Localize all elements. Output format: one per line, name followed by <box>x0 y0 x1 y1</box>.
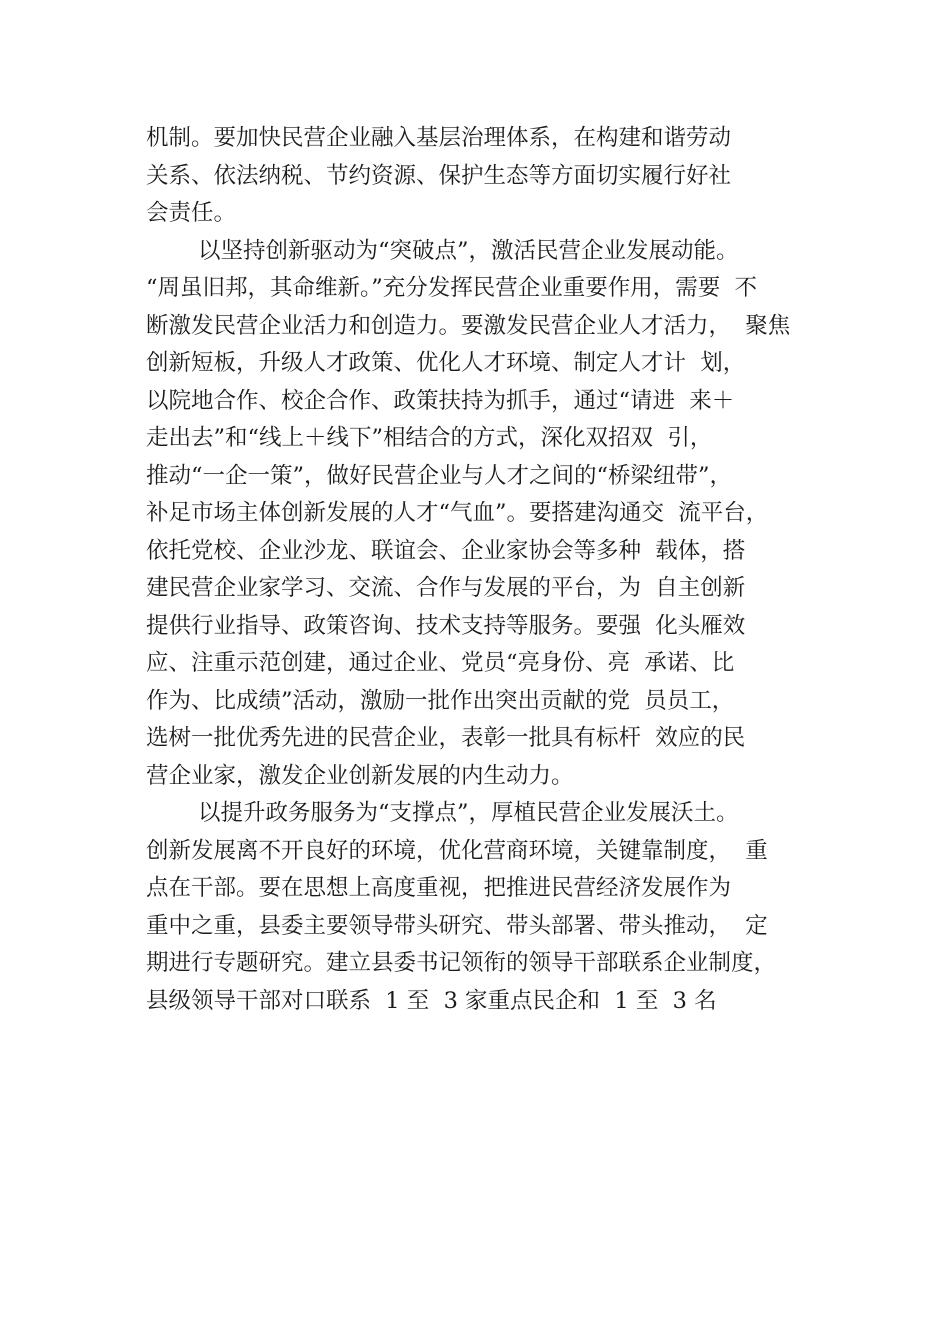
text-line: 点在干部。要在思想上高度重视，把推进民营经济发展作为 <box>146 875 732 901</box>
text-line: 提供行业指导、政策咨询、技术支持等服务。要强 化头雁效 <box>146 612 746 639</box>
text-line: 创新短板，升级人才政策、优化人才环境、制定人才计 划， <box>146 350 746 376</box>
section-heading-government-service: 以提升政务服务为“支撑点”，厚植民营企业发展沃土。 <box>198 800 739 826</box>
text-line: 应、注重示范创建，通过企业、党员“亮身份、亮 承诺、比 <box>146 650 735 676</box>
text-line: 以院地合作、校企合作、政策扶持为抓手，通过“请进 来＋ <box>146 387 735 414</box>
text-line: 补足市场主体创新发展的人才“气血”。要搭建沟通交 流平台， <box>146 500 769 526</box>
text-line: 会责任。 <box>146 200 237 226</box>
text-line: 重中之重，县委主要领导带头研究、带头部署、带头推动， 定 <box>146 912 768 939</box>
text-line: “周虽旧邦，其命维新。”充分发挥民营企业重要作用，需要 不 <box>146 275 758 301</box>
text-line: 期进行专题研究。建立县委书记领衔的领导干部联系企业制度， <box>146 950 777 976</box>
text-line: 机制。要加快民营企业融入基层治理体系，在构建和谐劳动 <box>146 125 732 151</box>
text-line: 创新发展离不开良好的环境，优化营商环境，关键靠制度， 重 <box>146 837 768 864</box>
text-line: 县级领导干部对口联系 1 至 3 家重点民企和 1 至 3 名 <box>146 987 717 1014</box>
body-text <box>146 120 846 1020</box>
text-line: 断激发民营企业活力和创造力。要激发民营企业人才活力， 聚焦 <box>146 312 791 339</box>
text-line: 选树一批优秀先进的民营企业，表彰一批具有标杆 效应的民 <box>146 725 746 751</box>
text-line: 依托党校、企业沙龙、联谊会、企业家协会等多种 载体，搭 <box>146 537 746 564</box>
text-line: 推动“一企一策”，做好民营企业与人才之间的“桥梁纽带”， <box>146 462 733 489</box>
text-line: 关系、依法纳税、节约资源、保护生态等方面切实履行好社 <box>146 162 732 189</box>
text-line: 走出去”和“线上＋线下”相结合的方式，深化双招双 引， <box>146 425 713 451</box>
text-line: 营企业家，激发企业创新发展的内生动力。 <box>146 762 574 789</box>
text-line: 作为、比成绩”活动，激励一批作出突出贡献的党 员员工， <box>146 687 735 714</box>
section-heading-innovation: 以坚持创新驱动为“突破点”，激活民营企业发展动能。 <box>198 237 739 264</box>
text-line: 建民营企业家学习、交流、合作与发展的平台，为 自主创新 <box>146 575 746 601</box>
